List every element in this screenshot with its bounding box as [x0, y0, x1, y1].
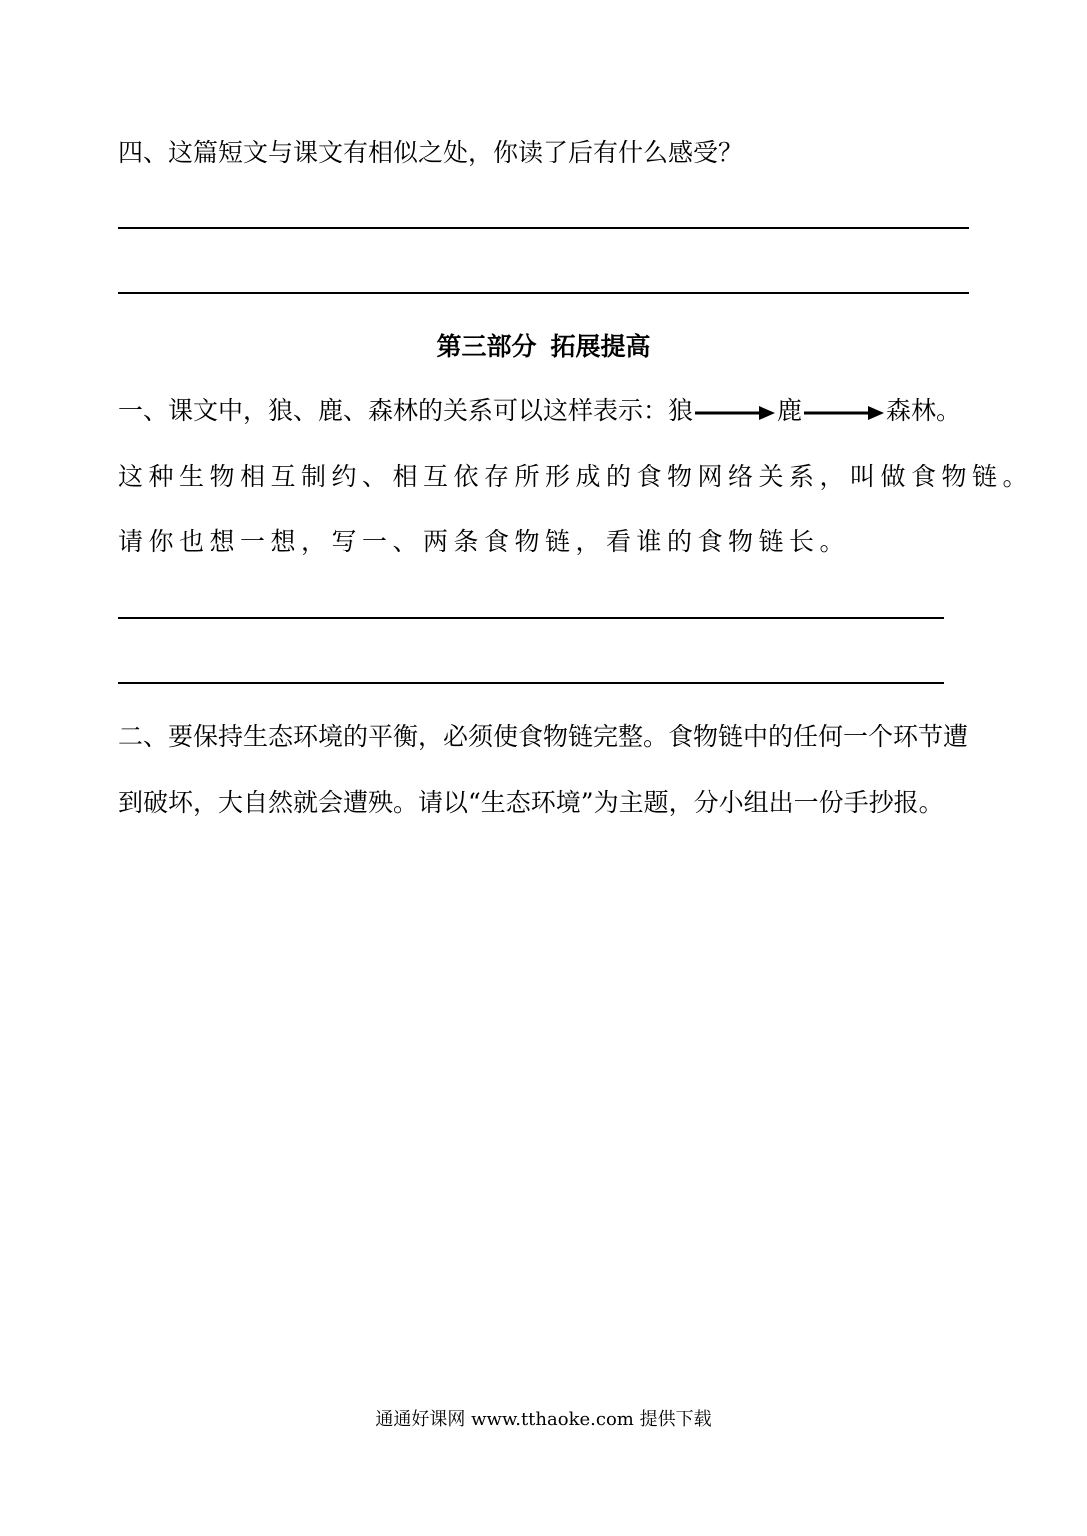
answer-line-q4-1	[118, 227, 969, 229]
question-4-text: 四、这篇短文与课文有相似之处，你读了后有什么感受？	[118, 138, 744, 167]
arrow-right-icon	[695, 405, 775, 421]
section-3-title-part1: 第三部分	[436, 332, 537, 361]
answer-line-q1-2	[118, 682, 944, 684]
answer-line-q4-2	[118, 292, 969, 294]
section-3-title-part2: 拓展提高	[550, 332, 651, 361]
chain-item-forest: 森林。	[886, 396, 962, 425]
question-2-line-1: 二、要保持生态环境的平衡，必须使食物链完整。食物链中的任何一个环节遭	[118, 722, 969, 751]
question-1-line-2: 这种生物相互制约、相互依存所形成的食物网络关系，叫做食物链。	[118, 462, 1034, 491]
footer-credit: 通通好课网 www.tthaoke.com 提供下载	[375, 1409, 712, 1430]
section-3-title	[0, 330, 1087, 364]
chain-item-wolf: 狼	[668, 396, 694, 425]
answer-line-q1-1	[118, 617, 944, 619]
arrow-right-icon	[804, 405, 884, 421]
question-1-line-3: 请你也想一想，写一、两条食物链，看谁的食物链长。	[118, 527, 851, 556]
chain-item-deer: 鹿	[777, 396, 803, 425]
question-1-prefix: 一、课文中，狼、鹿、森林的关系可以这样表示：	[118, 396, 669, 425]
question-2-line-2: 到破坏，大自然就会遭殃。请以“生态环境”为主题，分小组出一份手抄报。	[118, 788, 944, 817]
question-1-line-1	[118, 395, 961, 427]
